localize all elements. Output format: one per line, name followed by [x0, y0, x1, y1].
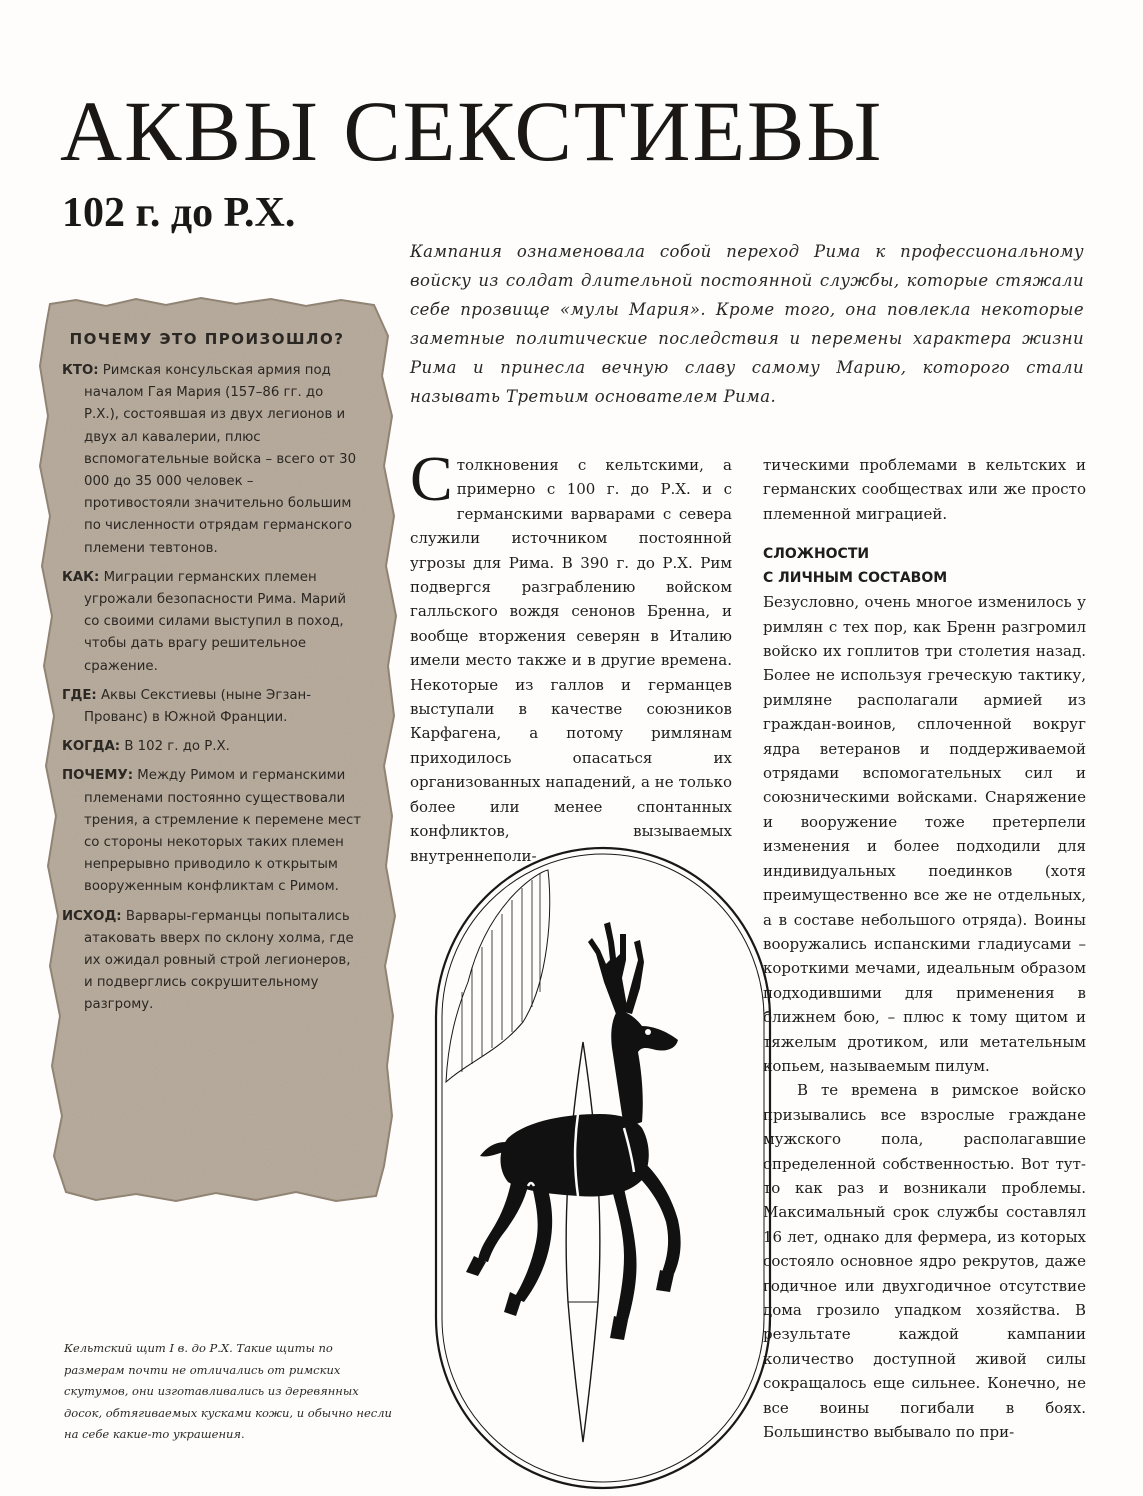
sidebar-item-key: КТО: — [62, 363, 99, 378]
sidebar-item-value: Миграции германских племен угрожали безопасности Рима. Марий со своими силами выступил в поход, чтобы дать врагу решительное сражение. — [84, 569, 347, 674]
sidebar-item — [62, 765, 362, 898]
illustration-caption: Кельтский щит I в. до Р.Х. Такие щиты по размерам почти не отличались от римских скутумов, они изготавливались из деревянных досок, обтягиваемых кусками кожи, и обычно несли на себе какие-то украшения. — [64, 1341, 392, 1441]
sidebar-item-value: Аквы Секстиевы (ныне Эгзан-Прованс) в Южной Франции. — [84, 687, 312, 726]
sidebar-item-value: Между Римом и германскими племенами постоянно существовали трения, а стремление к перемене мест со стороны некоторых таких племен непрерывно приводило к открытым вооруженным конфликтам с Римом. — [84, 768, 361, 895]
sidebar-item-key: КАК: — [62, 569, 100, 585]
sidebar-item-key: ПОЧЕМУ: — [62, 768, 134, 784]
column-2 — [763, 453, 1086, 1444]
sidebar-item — [62, 685, 362, 729]
sidebar-heading: ПОЧЕМУ ЭТО ПРОИЗОШЛО? — [69, 330, 345, 348]
column-1 — [410, 443, 732, 868]
sidebar-item-value: В 102 г. до Р.Х. — [120, 739, 230, 755]
sidebar-box — [62, 328, 362, 1024]
section-heading — [763, 542, 1086, 590]
sidebar-item-key: КОГДА: — [62, 739, 121, 755]
page-title: АКВЫ СЕКСТИЕВЫ — [60, 83, 884, 179]
sidebar-item — [62, 906, 362, 1017]
sidebar-item — [62, 567, 362, 678]
sidebar-item-value: Римская консульская армия под началом Гая Мария (157–86 гг. до Р.Х.), состоявшая из двух легионов и двух ал кавалерии, плюс вспомогательные войска – всего от 30 000 до 35 000 человек – противостояли значительно большим по численности отрядам германского племени тевтонов. — [84, 363, 357, 556]
sidebar-item-key: ГДЕ: — [62, 687, 97, 703]
sidebar-item-value: Варвары-германцы попытались атаковать вверх по склону холма, где их ожидал ровный строй легионеров, и подверглись сокрушительному разгрому. — [84, 908, 354, 1013]
sidebar-item — [62, 736, 362, 758]
column-2-paragraph-2: В те времена в римское войско призывались все взрослые граждане мужского пола, располагавшие определенной собственностью. Вот тут-то как раз и возникали проблемы. Максимальный срок службы составлял 16 лет, однако для фермера, из которых состояло основное ядро рекрутов, даже годичное или двухгодичное отсутствие дома грозило упадком хозяйства. В результате каждой кампании количество доступной живой силы сокращалось еще сильнее. Конечно, не все воины погибали в боях. Большинство выбывало по при- — [763, 1081, 1086, 1442]
page-subtitle: 102 г. до Р.Х. — [62, 190, 296, 236]
sidebar-item — [62, 360, 362, 560]
column-2-paragraph-1: Безусловно, очень многое изменилось у римлян с тех пор, как Бренн разгромил войско их гоплитов три столетия назад. Более не используя греческую тактику, римляне располагали армией из граждан-воинов, сплоченной вокруг ядра ветеранов и поддерживаемой отрядами вспомогательных сил и союзническими войсками. Снаряжение и вооружение тоже претерпели изменения и более подходили для индивидуальных поединков (хотя преимущественно все же не отдельных, а в составе небольшого отряда). Воины вооружались испанскими гладиусами – короткими мечами, идеальным образом подходившими для применения в ближнем бою, – плюс к тому щитом и тяжелым дротиком, или метательным копьем, называемым пилум. — [763, 593, 1086, 1075]
section-heading-line-2: С ЛИЧНЫМ СОСТАВОМ — [763, 570, 948, 587]
column-1-text: толкновения с кельтскими, а примерно с 100 г. до Р.Х. и с германскими варварами с севера служили источником постоянной угрозы для Рима. В 390 г. до Р.Х. Рим подвергся разграблению войском галльского вождя сенонов Бренна, и вообще вторжения северян в Италию имели место также и в другие времена. Некоторые из галлов и германцев выступали в качестве союзников Карфагена, а потому римлянам приходилось опасаться их организованных нападений, а не только более или менее спонтанных конфликтов, вызываемых внутреннеполи- — [410, 456, 732, 865]
drop-cap: С — [410, 443, 453, 514]
section-heading-line-1: СЛОЖНОСТИ — [763, 546, 870, 563]
sidebar-item-key: ИСХОД: — [62, 908, 122, 924]
column-2-lead: тическими проблемами в кельтских и германских сообществах или же просто племенной миграцией. — [763, 456, 1086, 523]
celtic-shield-illustration — [428, 842, 778, 1496]
intro-paragraph: Кампания ознаменовала собой переход Рима к профессиональному войску из солдат длительной постоянной службы, которые стяжали себе прозвище «мулы Мария». Кроме того, она повлекла некоторые заметные политические последствия и перемены характера жизни Рима и принесла вечную славу самому Марию, которого стали называть Третьим основателем Рима. — [410, 242, 1084, 406]
